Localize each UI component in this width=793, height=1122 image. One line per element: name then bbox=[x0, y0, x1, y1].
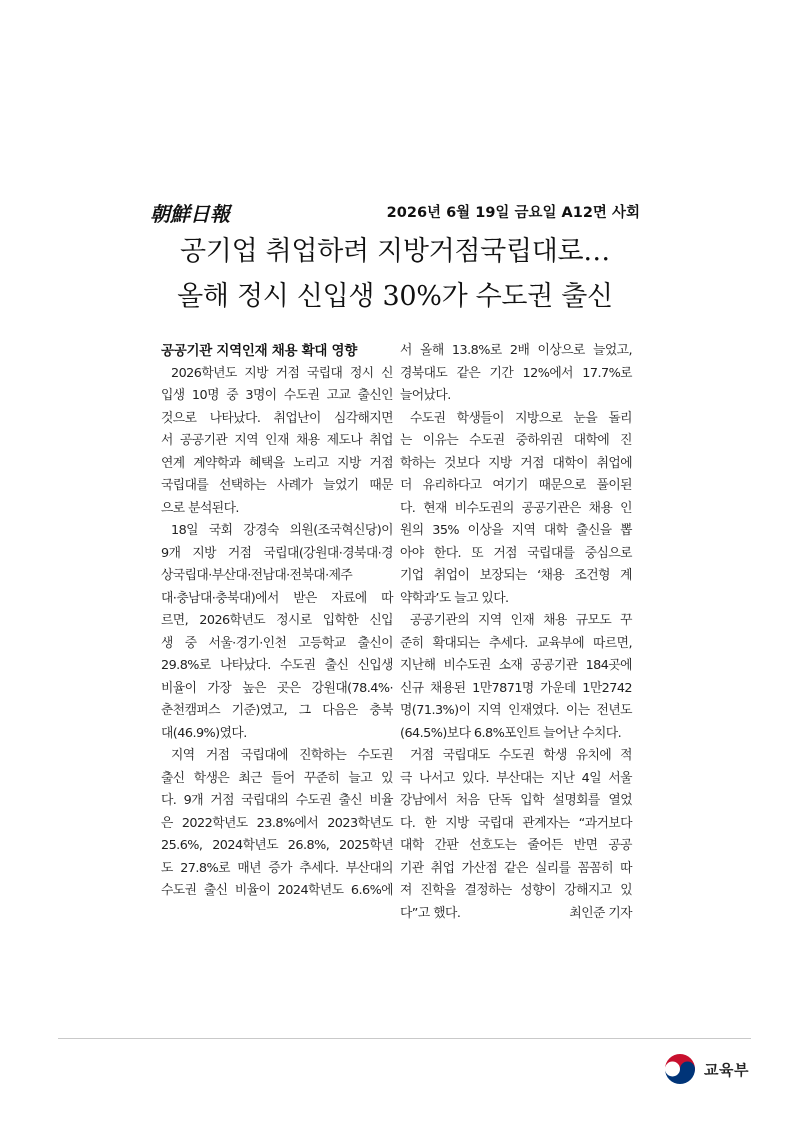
masthead bbox=[150, 199, 640, 226]
article-line: 아야 한다. 또 거점 국립대를 중심으로 bbox=[400, 545, 632, 561]
article-line: (64.5%)보다 6.8%포인트 늘어난 수치다. bbox=[400, 725, 622, 741]
article-line: 상국립대·부산대·전남대·전북대·제주 bbox=[161, 568, 353, 583]
article-line: 춘천캠퍼스 기준)였고, 그 다음은 충북 bbox=[161, 703, 393, 718]
article-line: 입생 10명 중 3명이 수도권 고교 출신인 bbox=[161, 388, 393, 403]
article-line: 지역 거점 국립대에 진학하는 수도권 bbox=[171, 748, 393, 763]
article-line: 준히 확대되는 추세다. 교육부에 따르면, bbox=[400, 635, 632, 651]
article-line: 18일 국회 강경숙 의원(조국혁신당)이 bbox=[171, 523, 393, 538]
article-closing-line bbox=[400, 903, 632, 926]
article-line: 약학과’도 늘고 있다. bbox=[400, 590, 509, 606]
article-line: 늘어났다. bbox=[400, 388, 451, 403]
article-line: 르면, 2026학년도 정시로 입학한 신입 bbox=[161, 613, 393, 628]
article-line: 경북대도 같은 기간 12%에서 17.7%로 bbox=[400, 365, 632, 381]
article-line: 비율이 가장 높은 곳은 강원대(78.4%· bbox=[161, 680, 393, 696]
article-line: 도 27.8%로 매년 증가 추세다. 부산대의 bbox=[161, 860, 393, 876]
footer-rule bbox=[58, 1038, 751, 1039]
article-column-left bbox=[161, 340, 393, 903]
article-line: 29.8%로 나타났다. 수도권 출신 신입생 bbox=[161, 658, 393, 673]
article-line: 대(46.9%)였다. bbox=[161, 725, 247, 741]
article-line: 신규 채용된 1만7871명 가운데 1만2742 bbox=[400, 680, 632, 696]
article-line: 기관 취업 가산점 같은 실리를 꼼꼼히 따 bbox=[400, 860, 632, 876]
article-line: 공공기관의 지역 인재 채용 규모도 꾸 bbox=[410, 613, 632, 628]
article-column-right bbox=[400, 340, 632, 925]
article-line: 연계 계약학과 혜택을 노리고 지방 거점 bbox=[161, 455, 393, 471]
taegeuk-emblem-icon bbox=[660, 1049, 700, 1089]
article-line: 출신 학생은 최근 들어 꾸준히 늘고 있 bbox=[161, 770, 393, 786]
article-line: 서 올해 13.8%로 2배 이상으로 늘었고, bbox=[400, 343, 632, 358]
article-line: 강남에서 처음 단독 입학 설명회를 열었 bbox=[400, 793, 632, 808]
byline: 최인준 기자 bbox=[569, 905, 632, 921]
article-line: 서 공공기관 지역 인재 채용 제도나 취업 bbox=[161, 433, 393, 448]
article-line: 은 2022학년도 23.8%에서 2023학년도 bbox=[161, 815, 393, 831]
article-line: 25.6%, 2024학년도 26.8%, 2025학년 bbox=[161, 838, 393, 853]
article-line: 2026학년도 지방 거점 국립대 정시 신 bbox=[171, 365, 393, 381]
article-line: 생 중 서울·경기·인천 고등학교 출신이 bbox=[161, 635, 393, 651]
article-line: 는 이유는 수도권 중하위권 대학에 진 bbox=[400, 433, 632, 448]
article-line: 국립대를 선택하는 사례가 늘었기 때문 bbox=[161, 478, 393, 493]
article-line: 다. 한 지방 국립대 관계자는 “과거보다 bbox=[400, 815, 632, 831]
article-line: 대학 간판 선호도는 줄어든 반면 공공 bbox=[400, 838, 632, 853]
article-subheading: 공공기관 지역인재 채용 확대 영향 bbox=[161, 343, 357, 359]
article-line: 수도권 출신 비율이 2024학년도 6.6%에 bbox=[161, 883, 393, 898]
article-line: 학하는 것보다 지방 거점 대학이 취업에 bbox=[400, 455, 632, 471]
article-line: 더 유리하다고 여기기 때문으로 풀이된 bbox=[400, 478, 632, 493]
article-line: 명(71.3%)이 지역 인재였다. 이는 전년도 bbox=[400, 703, 632, 718]
article-line: 대·충남대·충북대)에서 받은 자료에 따 bbox=[161, 590, 393, 606]
article-line: 져 진학을 결정하는 성향이 강해지고 있 bbox=[400, 883, 632, 898]
ministry-name: 교육부 bbox=[704, 1061, 749, 1079]
left-lines bbox=[161, 363, 393, 903]
article-line: 거점 국립대도 수도권 학생 유치에 적 bbox=[410, 748, 632, 763]
article-line: 다. 현재 비수도권의 공공기관은 채용 인 bbox=[400, 500, 632, 516]
article-line: 수도권 학생들이 지방으로 눈을 돌리 bbox=[410, 410, 632, 426]
article-line: 지난해 비수도권 소재 공공기관 184곳에 bbox=[400, 658, 632, 673]
article-line: 으로 분석된다. bbox=[161, 500, 239, 516]
article-line: 원의 35% 이상을 지역 대학 출신을 뽑 bbox=[400, 523, 632, 538]
dateline: 2026년 6월 19일 금요일 A12면 사회 bbox=[386, 205, 640, 221]
newspaper-logo: 朝鮮日報 bbox=[150, 202, 230, 226]
right-lines bbox=[400, 340, 632, 903]
article-line: 극 나서고 있다. 부산대는 지난 4일 서울 bbox=[400, 770, 632, 786]
article-line: 다. 9개 거점 국립대의 수도권 출신 비율 bbox=[161, 793, 393, 808]
article-line: 9개 지방 거점 국립대(강원대·경북대·경 bbox=[161, 545, 393, 561]
headline-line-2: 올해 정시 신입생 30%가 수도권 출신 bbox=[177, 281, 613, 312]
article-line: 기업 취업이 보장되는 ‘채용 조건형 계 bbox=[400, 568, 632, 583]
closing-text: 다”고 했다. bbox=[400, 905, 461, 921]
headline-line-1: 공기업 취업하려 지방거점국립대로… bbox=[180, 236, 610, 267]
article-line: 것으로 나타났다. 취업난이 심각해지면 bbox=[161, 410, 393, 426]
